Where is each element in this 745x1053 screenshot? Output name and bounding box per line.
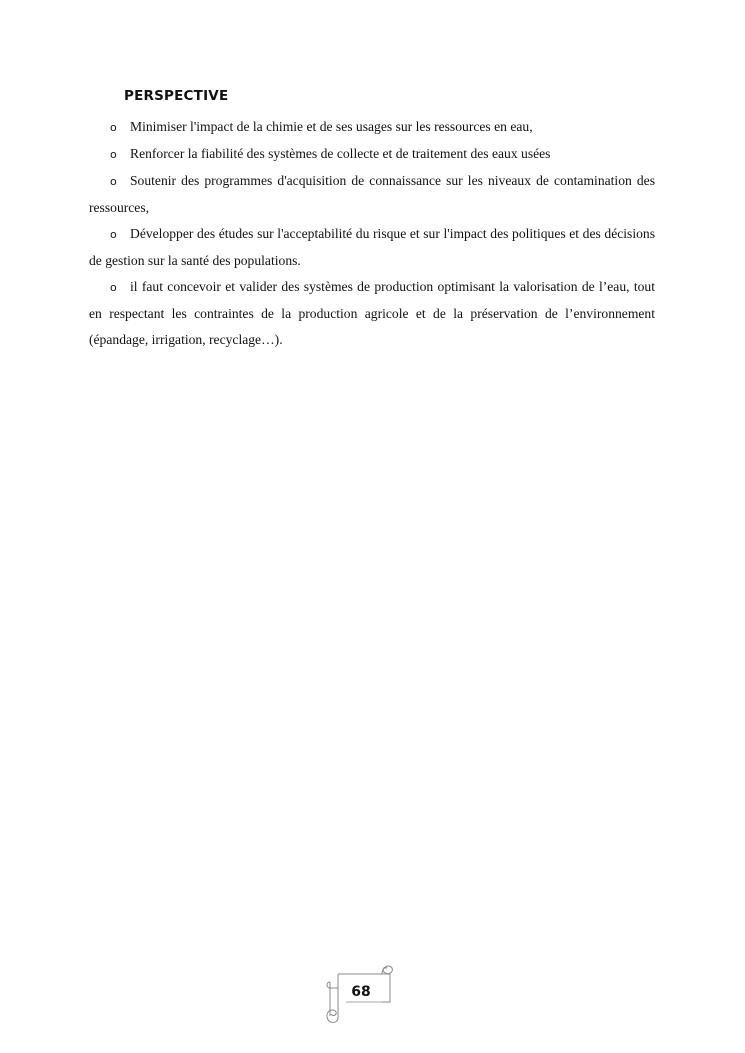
hollow-bullet-icon: o [110,148,117,161]
list-item-text: Soutenir des programmes d'acquisition de connaissance sur les niveaux de contamination des ressources, [89,173,655,215]
hollow-bullet-icon: o [110,281,117,294]
list-item-text: Renforcer la fiabilité des systèmes de collecte et de traitement des eaux usées [130,146,551,161]
list-item [89,141,655,168]
hollow-bullet-icon: o [110,121,117,134]
hollow-bullet-icon: o [110,228,117,241]
page-number: 68 [351,984,371,1000]
list-item-text: il faut concevoir et valider des systèmes de production optimisant la valorisation de l’eau, tout en respectant les contraintes de la production agricole et de la préservation de l’environnement (épandage, irrigation, recyclage…). [89,279,655,347]
section-heading: PERSPECTIVE [124,88,229,104]
list-item [89,274,655,353]
list-item [89,168,655,221]
list-item-text: Développer des études sur l'acceptabilité du risque et sur l'impact des politiques et des décisions de gestion sur la santé des populations. [89,226,655,268]
list-item [89,221,655,274]
hollow-bullet-icon: o [110,175,117,188]
list-item [89,114,655,141]
list-item-text: Minimiser l'impact de la chimie et de ses usages sur les ressources en eau, [130,119,533,134]
perspective-list [89,114,655,353]
